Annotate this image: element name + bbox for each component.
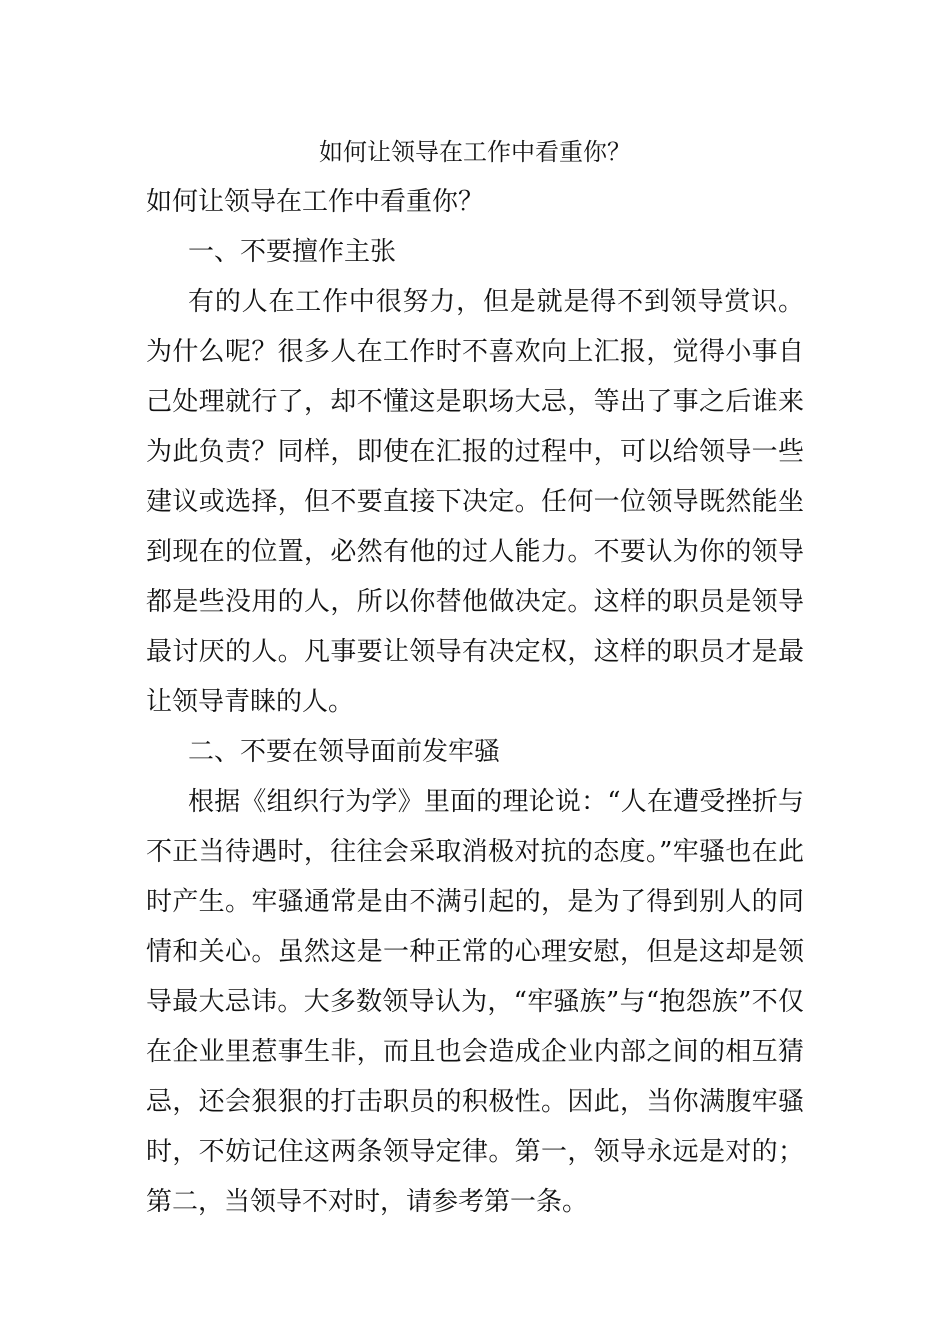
- document-subtitle: 如何让领导在工作中看重你？: [146, 187, 485, 217]
- document-body: [146, 177, 804, 1227]
- section-heading-2: 二、不要在领导面前发牢骚: [188, 737, 501, 767]
- paragraph-1: 有的人在工作中很努力，但是就是得不到领导赏识。为什么呢？很多人在工作时不喜欢向上汇报，觉得小事自己处理就行了，却不懂这是职场大忌，等出了事之后谁来为此负责？同样，即使在汇报的过程中，可以给领导一些建议或选择，但不要直接下决定。任何一位领导既然能坐到现在的位置，必然有他的过人能力。不要认为你的领导都是些没用的人，所以你替他做决定。这样的职员是领导最讨厌的人。凡事要让领导有决定权，这样的职员才是最让领导青睐的人。: [146, 287, 804, 717]
- document-title: 如何让领导在工作中看重你？: [319, 138, 631, 166]
- section-heading-1: 一、不要擅作主张: [188, 237, 397, 267]
- paragraph-2: 根据《组织行为学》里面的理论说：“人在遭受挫折与不正当待遇时，往往会采取消极对抗的态度。”牢骚也在此时产生。牢骚通常是由不满引起的，是为了得到别人的同情和关心。虽然这是一种正常的心理安慰，但是这却是领导最大忌讳。大多数领导认为，“牢骚族”与“抱怨族”不仅在企业里惹事生非，而且也会造成企业内部之间的相互猜忌，还会狠狠的打击职员的积极性。因此，当你满腹牢骚时，不妨记住这两条领导定律。第一，领导永远是对的；第二，当领导不对时，请参考第一条。: [146, 787, 804, 1217]
